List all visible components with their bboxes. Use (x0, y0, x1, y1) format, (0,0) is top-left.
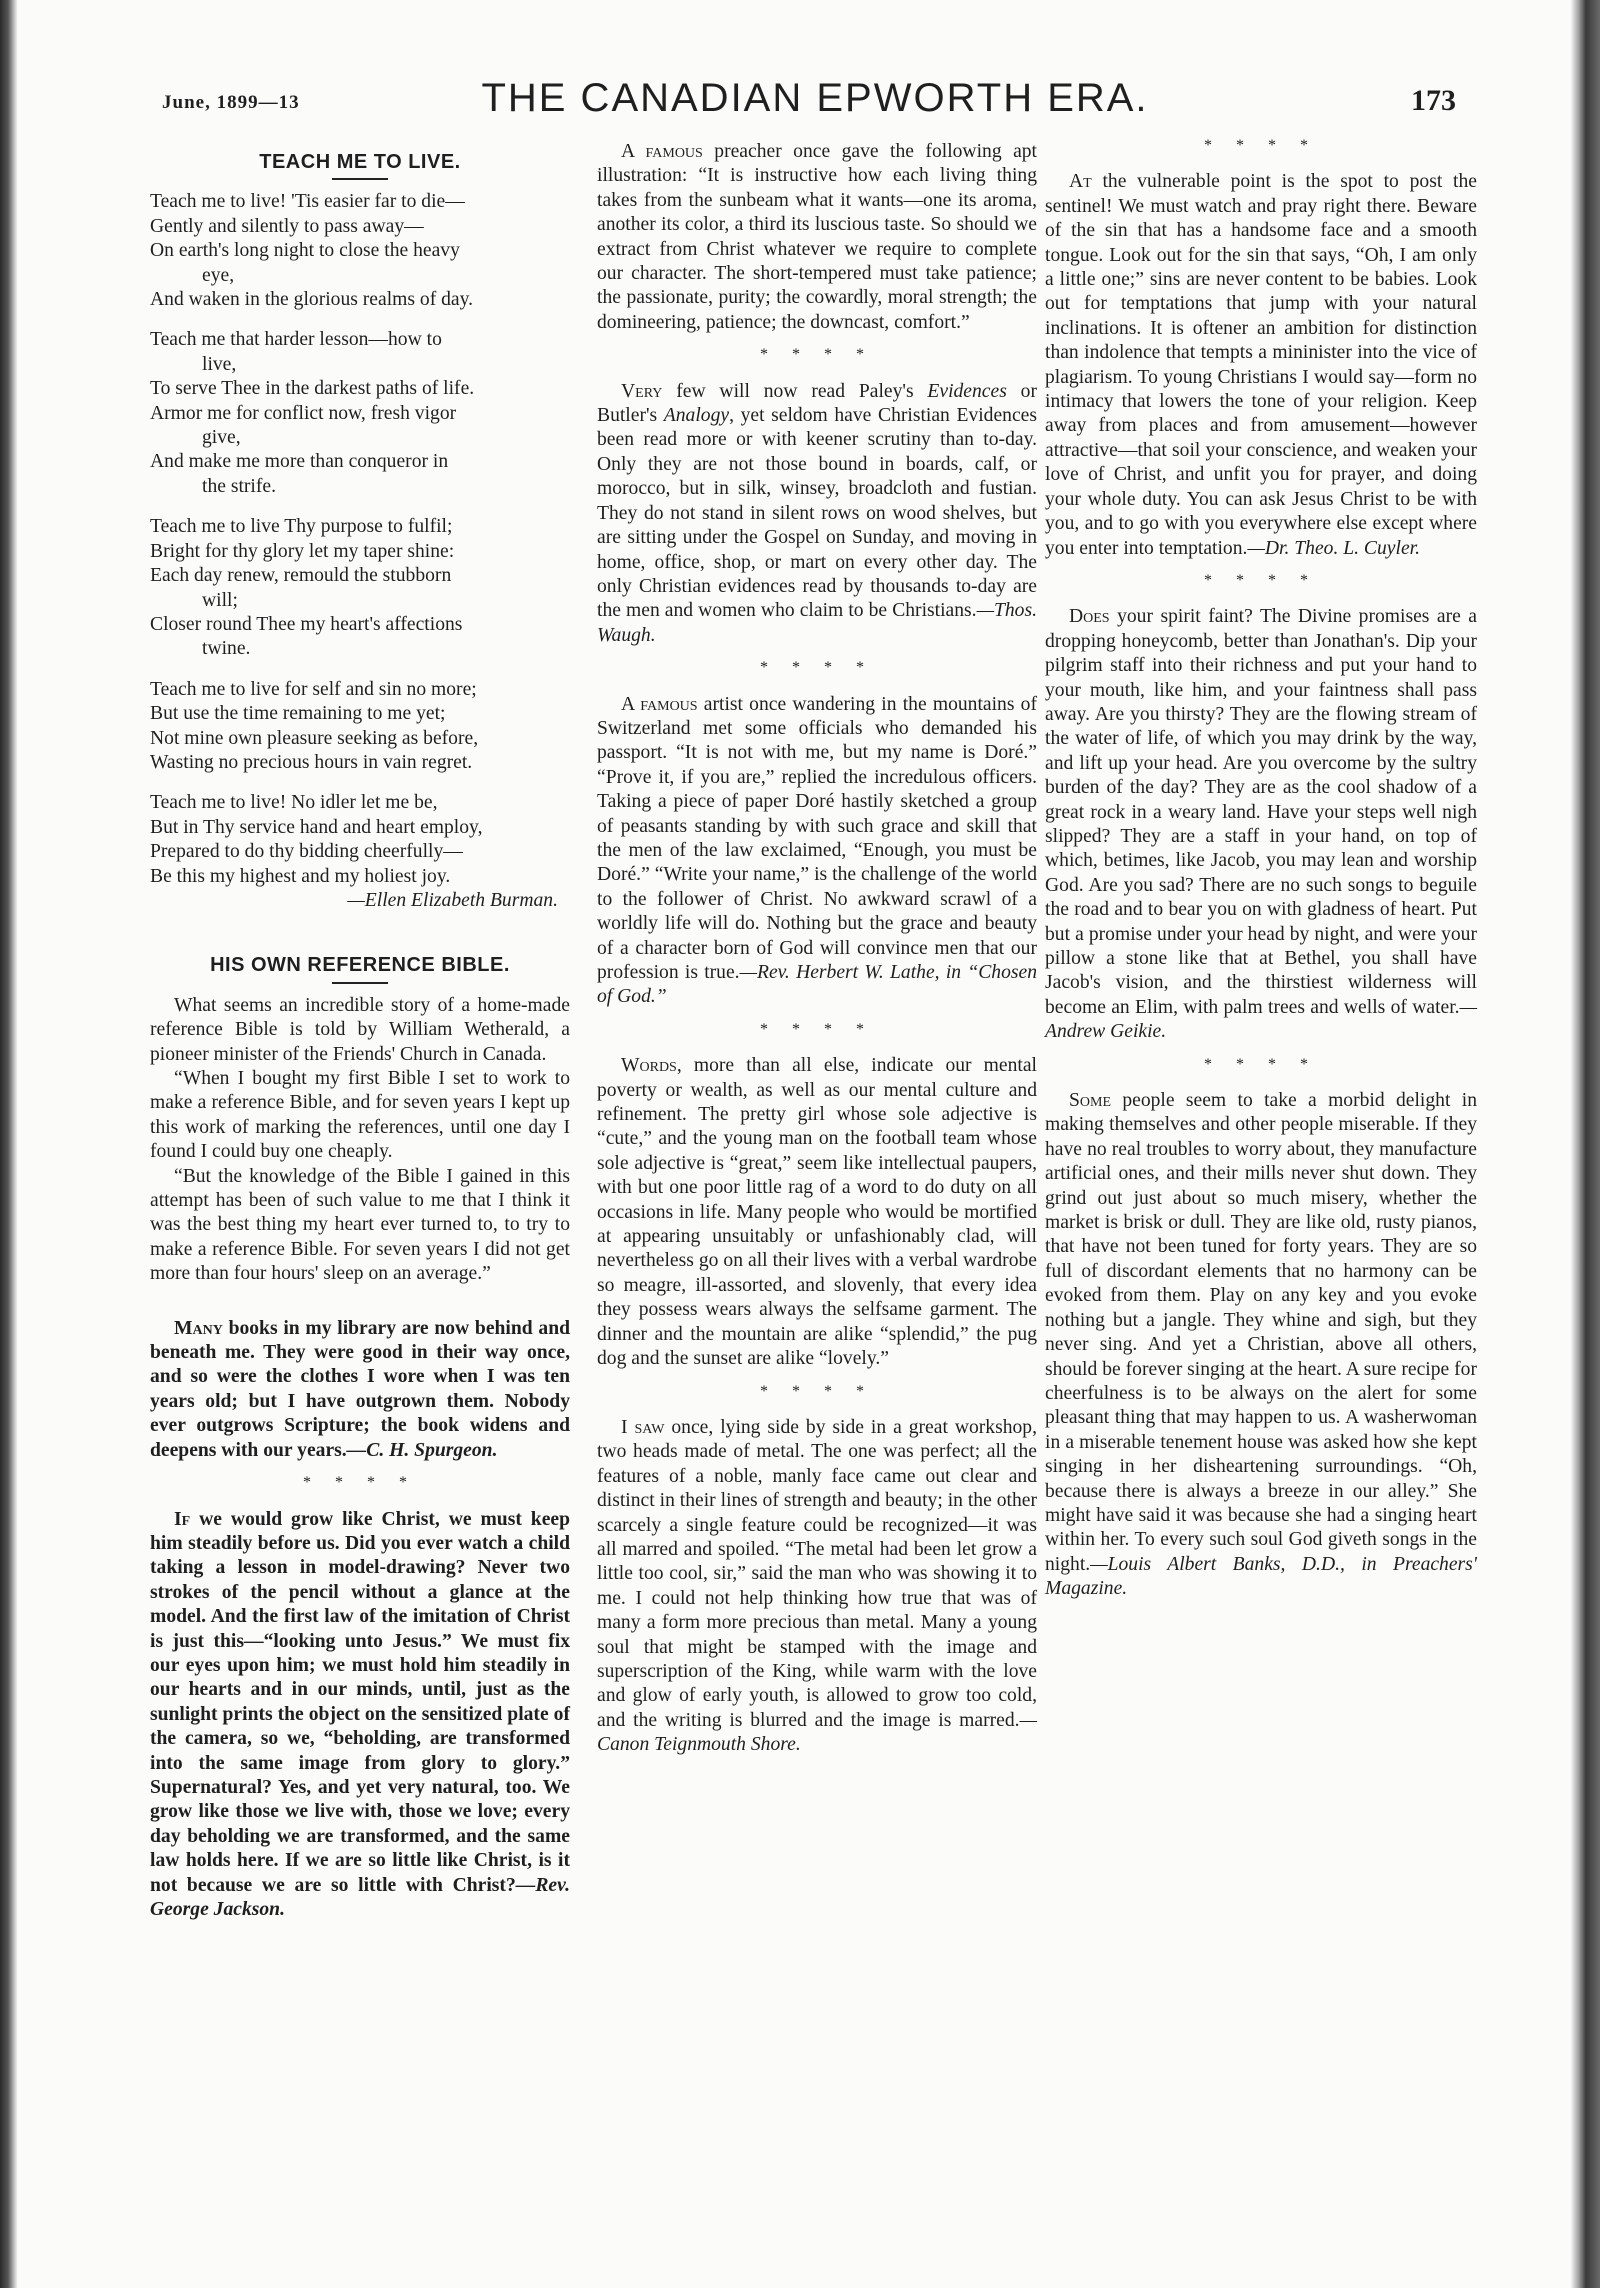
poem-stanza (150, 515, 570, 661)
paragraph-text: , yet seldom have Christian Evidences been read more or with keener scrutiny than to-day. Only they are not those bound in boards, calf, or morocco, but in silk, winsey, broadcloth and fustian. They do not stand in silent rows on wood shelves, but are sitting under the Gospel on Sunday, and moving in home, office, shop, or mart on every other day. The only Christian evidences read by thousands to-day are the men and women who claim to be Christians. (597, 405, 1037, 622)
sentinel-paragraph (1045, 170, 1477, 561)
paragraph-text: few will now read Paley's (662, 380, 928, 402)
column-right (1045, 137, 1477, 1602)
poem-line: Not mine own pleasure seeking as before, (150, 727, 479, 749)
poem-line: Closer round Thee my heart's affections (150, 613, 463, 635)
poem-line: live, (202, 353, 237, 375)
dore-paragraph (597, 693, 1037, 1010)
lead-word: Very (621, 380, 663, 402)
section-separator: * * * * (1204, 1055, 1318, 1073)
poem-line: Gently and silently to pass away— (150, 215, 424, 237)
section-separator: * * * * (760, 1020, 874, 1038)
poem-line: And waken in the glorious realms of day. (150, 289, 474, 311)
column-middle (597, 140, 1037, 1758)
article-paragraph: “But the knowledge of the Bible I gained in this attempt has been of such value to me that I think it was the best thing my heart ever turned to, to try to make a reference Bible. For seven years I did not get more than four hours' sleep on an average.” (150, 1165, 570, 1285)
paragraph-text: the vulnerable point is the spot to post the sentinel! We must watch and pray right there. Beware of the sin that has a handsome face and a smooth tongue. Look out for the sin that says, “Oh, I am only a little one;” sins are never content to be babies. Look out for temptations that jump with your natural inclinations. It is oftener an ambition for distinction than indolence that tempts a mininister into the vice of plagiarism. To young Christians I would say—form no intimacy that lowers the tone of your religion. Keep away from places and from amusement—however attractive—that soil your conscience, and weaken your love of Christ, and unfit you for prayer, and doing your whole duty. You can ask Jesus Christ to be with you, and to go with you everywhere else except where you enter into temptation. (1045, 171, 1477, 559)
poem-line: give, (202, 427, 241, 449)
poem-line: Wasting no precious hours in vain regret. (150, 751, 473, 773)
poem-line: Teach me that harder lesson—how to (150, 329, 442, 351)
paragraph-text: books in my library are now behind and beneath me. They were good in their way once, and so were the clothes I wore when I was ten years old; but I have outgrown them. Nobody ever outgrows Scripture; the book widens and deepens with our years. (150, 1317, 570, 1461)
poem-line: Prepared to do thy bidding cheerfully— (150, 841, 463, 863)
paragraph-text: we would grow like Christ, we must keep him steadily before us. Did you ever watch a child taking a lesson in model-drawing? Never two strokes of the pencil without a glance at the model. And the first law of the imitation of Christ is just this—“looking unto Jesus.” We must fix our eyes upon him; we must hold him steadily in our hearts and in our minds, until, just as the sunlight prints the object on the sensitized plate of the camera, so we, “beholding, are transformed into the same image from glory to glory.” Supernatural? Yes, and yet very natural, too. We grow like those we live with, those we love; every day beholding we are transformed, and the same law holds here. If we are so little like Christ, is it not because we are so little with Christ? (150, 1508, 570, 1896)
binding-shadow-left (0, 0, 18, 2288)
lead-word: Many (174, 1317, 223, 1339)
jackson-paragraph (150, 1508, 570, 1923)
poem-line: will; (202, 589, 238, 611)
article-title: HIS OWN REFERENCE BIBLE. (210, 954, 510, 977)
section-separator: * * * * (760, 346, 874, 364)
article-paragraph: What seems an incredible story of a home-made reference Bible is told by William Wetherald, a pioneer minister of the Friends' Church in Canada. (150, 994, 570, 1065)
signature: —Thos. Waugh. (597, 600, 1037, 646)
lead-word: Some (1069, 1090, 1112, 1112)
poem-line: Teach me to live! No idler let me be, (150, 792, 438, 814)
paragraph-text: artist once wandering in the mountains of Switzerland met some officials who demanded his passport. “It is not with me, but my name is Doré.” “Prove it, if you are,” replied the incredulous officers. Taking a piece of paper Doré hastily sketched a group of peasants standing by with such grace and skill that the men of the law exclaimed, “Enough, you must be Doré.” “Write your name,” is the challenge of the world to the follower of Christ. No awkward scrawl of a worldly life will do. Nothing but the grace and beauty of a character born of God will convince men that our profession is true. (597, 693, 1038, 983)
page-header (150, 76, 1480, 126)
poem-attribution: —Ellen Elizabeth Burman. (347, 889, 558, 911)
poem-stanza (150, 328, 570, 499)
article-paragraph: “When I bought my first Bible I set to work to make a reference Bible, and for seven years I kept up this work of marking the references, until one day I found I could buy one cheaply. (150, 1068, 570, 1163)
poem-line: Teach me to live for self and sin no more; (150, 678, 477, 700)
poem-line: On earth's long night to close the heavy (150, 240, 460, 262)
signature: —Andrew Geikie. (1045, 996, 1477, 1043)
poem-line: But use the time remaining to me yet; (150, 703, 446, 725)
paragraph-text: or Butler's (597, 380, 1037, 427)
lead-word: Words (621, 1055, 677, 1077)
paragraph-text: preacher once gave the following apt illustration: “It is instructive how each living thing takes from the sunbeam what it wants—one its aroma, another its color, a third its luscious taste. So should we extract from Christ whatever we require to complete our character. The short-tempered must take patience; the passionate, purity; the cowardly, moral strength; the domineering, patience; the downcast, comfort.” (597, 141, 1038, 333)
paragraph-text: once, lying side by side in a great workshop, two heads made of metal. The one was perfect; all the features of a noble, manly face came out clear and distinct in their lines of strength and beauty; in the other scarcely a single feature could be recognized—it was all marred and spoiled. “The metal had been let grow a little too cool, sir,” said the man who was showing it to me. I could not help thinking how true that was of many a form more precious than metal. Many a young soul that might be stamped with the image and superscription of the King, while warm with the love and glow of early youth, is allowed to grow too cold, and the writing is blurred and the image is marred. (597, 1416, 1037, 1731)
book-title: Analogy (663, 405, 730, 427)
section-separator: * * * * (1204, 571, 1318, 589)
heads-paragraph (597, 1416, 1037, 1758)
book-title: Evidences (927, 380, 1007, 402)
words-paragraph (597, 1054, 1037, 1371)
lead-word: Does (1069, 606, 1110, 628)
paragraph-text: people seem to take a morbid delight in making themselves and other people miserable. If they have no real troubles to worry about, they manufacture artificial ones, and their mills never shut down. They grind out just about so much misery, whether the market is brisk or dull. They are like old, rusty pianos, that have not been tuned for forty years. They are so full of discordant elements that no harmony can be evoked from them. Play on any key and you evoke nothing but a jangle. They whine and sigh, but they never sing. And yet a Christian, above all others, should be forever singing at the heart. A sure recipe for cheerfulness is to be always on the alert for some pleasant thing that may happen to us. A washerwoman in a miserable tenement house was asked how she kept singing in her disheartening surroundings. “Oh, because there is always a breeze in our alley.” She might have said it was because she had a singing heart within her. To every such soul God giveth songs in the night. (1045, 1090, 1477, 1575)
signature: —Canon Teignmouth Shore. (597, 1709, 1037, 1756)
poem-line: Be this my highest and my holiest joy. (150, 865, 451, 887)
title-rule (332, 982, 388, 984)
lead-word: A famous (621, 141, 703, 162)
section-separator: * * * * (303, 1474, 417, 1492)
poem-stanza (150, 678, 570, 776)
poem-line: Teach me to live Thy purpose to fulfil; (150, 516, 453, 538)
lead-word: At (1069, 171, 1092, 193)
poem-line: twine. (202, 638, 251, 660)
lead-word: A famous (621, 693, 698, 715)
title-rule (332, 178, 388, 180)
lead-word: If (174, 1508, 191, 1530)
page-number: 173 (1411, 84, 1456, 117)
section-separator: * * * * (1204, 137, 1318, 154)
poem-line: Each day renew, remould the stubborn (150, 565, 452, 587)
poem-line: And make me more than conqueror in (150, 451, 449, 473)
binding-shadow-right (1570, 0, 1600, 2288)
section-separator: * * * * (760, 659, 874, 677)
poem-line: eye, (202, 264, 235, 286)
poem-line: Bright for thy glory let my taper shine: (150, 540, 455, 562)
preacher-paragraph (597, 140, 1037, 335)
signature: —C. H. Spurgeon. (346, 1439, 498, 1461)
poem-line: Armor me for conflict now, fresh vigor (150, 402, 457, 424)
poem-title: TEACH ME TO LIVE. (259, 151, 461, 173)
publication-title: THE CANADIAN EPWORTH ERA. (481, 76, 1149, 120)
signature: —Louis Albert Banks, D.D., in Preachers' Magazine. (1045, 1553, 1477, 1600)
poem-stanza (150, 190, 570, 312)
issue-date: June, 1899—13 (162, 92, 300, 113)
poem-body (150, 190, 570, 913)
lead-word: I saw (621, 1416, 665, 1438)
signature: —Dr. Theo. L. Cuyler. (1247, 537, 1420, 559)
paragraph-text: , more than all else, indicate our mental poverty or wealth, as well as our mental culture and refinement. The pretty girl whose sole adjective is “cute,” and the young man on the football team whose sole adjective is “great,” seem like intellectual paupers, with but one poor little rag of a word to do duty on all occasions in life. Many people who would be mortified at appearing unsuitably or unfashionably clad, will nevertheless go on all their lives with a verbal wardrobe so meagre, ill-assorted, and slovenly, that every idea they possess wears always the selfsame garment. The dinner and the mountain are alike “splendid,” the pug dog and the sunset are alike “lovely.” (597, 1055, 1037, 1370)
column-left (150, 140, 570, 1922)
signature: —Rev. Herbert W. Lathe, in “Chosen of God.” (597, 962, 1037, 1008)
poem-line: But in Thy service hand and heart employ, (150, 816, 483, 838)
spurgeon-paragraph (150, 1317, 570, 1463)
poem-line: To serve Thee in the darkest paths of life. (150, 378, 475, 400)
section-separator: * * * * (760, 1382, 874, 1400)
paragraph-text: your spirit faint? The Divine promises are a dropping honeycomb, better than Jonathan's. Dip your pilgrim staff into their richness and put your hand to your mouth, like him, and your faintness shall pass away. Are you thirsty? They are the flowing stream of the water of life, of which you may drink by the way, and lift up your head. Are you overcome by the sultry burden of the day? They are as the cool shadow of a great rock in a weary land. Have your steps well nigh slipped? They are a staff in your hand, on top of which, betimes, like Jacob, you may lean and worship God. Are you sad? There are no such songs to beguile the road and to bear you on with gladness of heart. Put but a promise under your head by night, and were your pillow a stone like that at Bethel, you shall have Jacob's vision, and the thirstiest wilderness will become an Elim, with palm trees and wells of water. (1045, 606, 1477, 1018)
poem-line: Teach me to live! 'Tis easier far to die— (150, 191, 465, 213)
waugh-paragraph (597, 380, 1037, 648)
poem-line: the strife. (202, 475, 276, 497)
signature: —Rev. George Jackson. (150, 1874, 570, 1920)
banks-paragraph (1045, 1089, 1477, 1602)
poem-stanza (150, 791, 570, 889)
geikie-paragraph (1045, 605, 1477, 1044)
